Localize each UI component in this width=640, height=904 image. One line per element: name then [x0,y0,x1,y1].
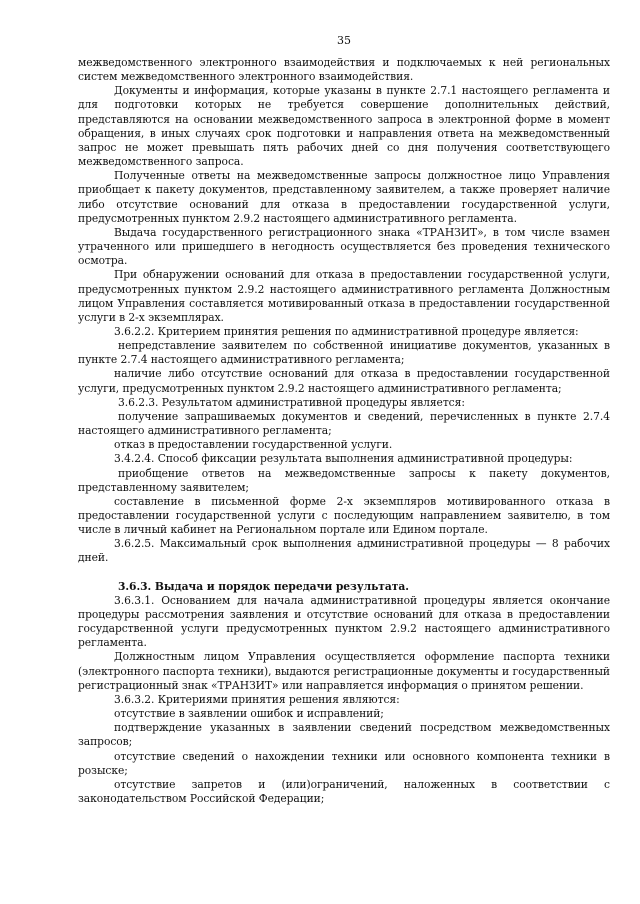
paragraph: Должностным лицом Управления осуществляется оформление паспорта техники (электронного паспорта техники), выдаются регистрационные документы и государственный регистрационный знак «ТРАНЗИТ» или направляется информация о принятом решении. [78,650,610,692]
paragraph: 3.6.3.2. Критериями принятия решения являются: [114,692,400,706]
paragraph: 3.4.2.4. Способ фиксации результата выполнения административной процедуры: [114,452,573,466]
paragraph: межведомственного электронного взаимодействия и подключаемых к ней региональных систем межведомственного электронного взаимодействия. [78,56,610,84]
paragraph: Документы и информация, которые указаны в пункте 2.7.1 настоящего регламента и для подготовки которых не требуется совершение дополнительных действий, представляются на основании межведомственного запроса в электронной форме в момент обращения, в иных случаях срок подготовки и направления ответа на межведомственный запрос не может превышать пять рабочих дней со дня получения соответствующего межведомственного запроса. [78,84,610,169]
paragraph: Полученные ответы на межведомственные запросы должностное лицо Управления приобщает к пакету документов, представленному заявителем, а также проверяет наличие либо отсутствие оснований для отказа в предоставлении государственной услуги, предусмотренных пунктом 2.9.2 настоящего административного регламента. [78,169,610,225]
paragraph: 3.6.2.5. Максимальный срок выполнения административной процедуры — 8 рабочих дней. [78,537,610,565]
paragraph: приобщение ответов на межведомственные запросы к пакету документов, представленному заявителем; [78,466,610,494]
paragraph: отсутствие запретов и (или)ограничений, наложенных в соответствии с законодательством Российской Федерации; [78,777,610,805]
section-heading: 3.6.3. Выдача и порядок передачи результата. [118,579,409,593]
paragraph-spacer [78,566,610,580]
paragraph: подтверждение указанных в заявлении сведений посредством межведомственных запросов; [78,721,610,749]
paragraph: составление в письменной форме 2-х экземпляров мотивированного отказа в предоставлении государственной услуги с последующим направлением заявителю, в том числе в личный кабинет на Региональном портале или Едином портале. [78,494,610,537]
paragraph: получение запрашиваемых документов и сведений, перечисленных в пункте 2.7.4 настоящего административного регламента; [78,409,610,438]
paragraph: отсутствие сведений о нахождении техники или основного компонента техники в розыске; [78,749,610,777]
paragraph: наличие либо отсутствие оснований для отказа в предоставлении государственной услуги, предусмотренных пунктом 2.9.2 настоящего административного регламента; [78,367,610,395]
paragraph: 3.6.2.2. Критерием принятия решения по административной процедуре является: [114,324,579,338]
document-body [78,56,610,806]
paragraph: При обнаружении оснований для отказа в предоставлении государственной услуги, предусмотренных пунктом 2.9.2 настоящего административного регламента Должностным лицом Управления составляется мотивированный отказа в предоставлении государственной услуги в 2-х экземплярах. [78,268,610,324]
paragraph: непредставление заявителем по собственной инициативе документов, указанных в пункте 2.7.4 настоящего административного регламента; [78,339,610,367]
paragraph: отсутствие в заявлении ошибок и исправлений; [114,707,384,721]
paragraph: 3.6.2.3. Результатом административной процедуры является: [118,395,465,409]
paragraph: отказ в предоставлении государственной услуги. [114,438,393,452]
paragraph: Выдача государственного регистрационного знака «ТРАНЗИТ», в том числе взамен утраченного или пришедшего в негодность осуществляется без проведения технического осмотра. [78,225,610,268]
paragraph: 3.6.3.1. Основанием для начала административной процедуры является окончание процедуры рассмотрения заявления и отсутствие оснований для отказа в предоставлении государственной услуги предусмотренных пунктом 2.9.2 настоящего административного регламента. [78,593,610,650]
page-number: 35 [337,34,351,47]
